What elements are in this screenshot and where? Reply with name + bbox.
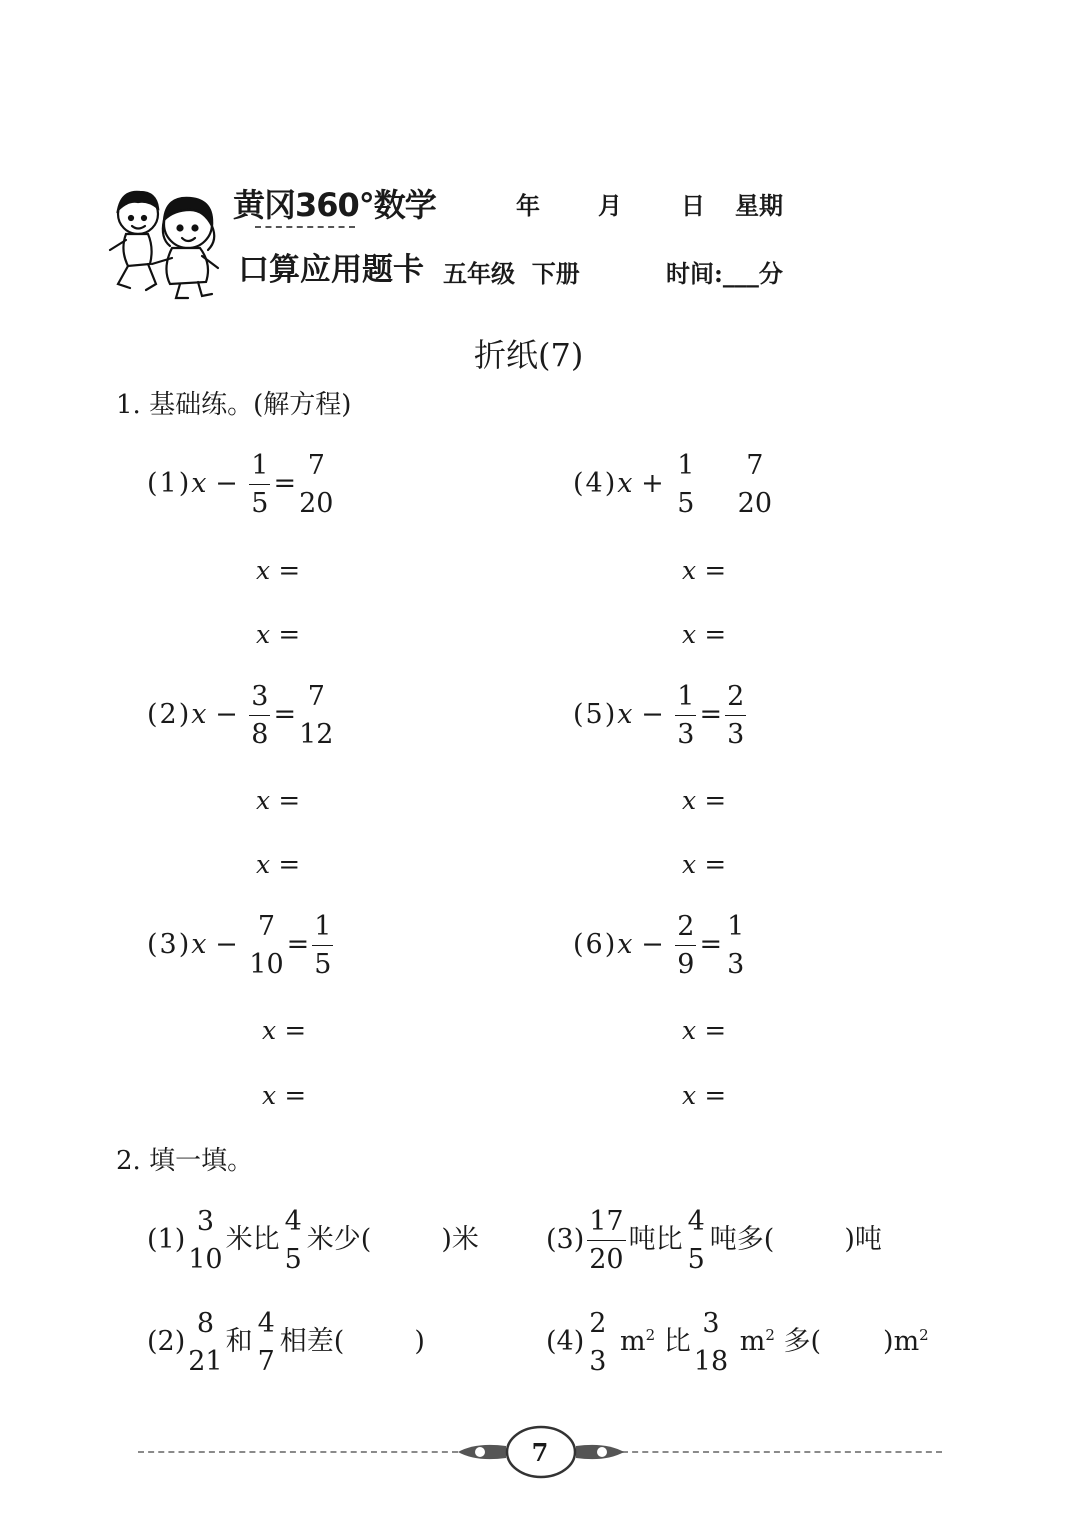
equation-3: (3)x − 7 10 = $\frac{1}{5}$ (147, 911, 332, 980)
answer-5b: x = (682, 850, 727, 880)
section2-heading: 2. 填一填。 (116, 1146, 254, 1176)
date-weekday: 星期 (735, 191, 783, 220)
brand-subtitle: 口算应用题卡 (238, 252, 424, 288)
section1-heading: 1. 基础练。(解方程) (116, 390, 352, 420)
answer-6b: x = (682, 1081, 727, 1111)
answer-6a: x = (682, 1016, 727, 1046)
page-number: 7 (531, 1438, 549, 1467)
answer-2a: x = (256, 786, 301, 816)
equation-5: (5)x − $\frac{1}{3}$ = $\frac{2}{3}$ (573, 681, 745, 750)
fill-question-1: (1) 3 10 米比 4 5 米少( )米 (147, 1206, 479, 1275)
brand-underline (255, 226, 355, 228)
grade-label: 五年级 下册 (443, 259, 580, 288)
fill-question-4: (4) 2 3 $m^2$ 比 3 18 $m^2$ 多( )$m^2$ (546, 1308, 929, 1377)
time-label: 时间:___分 (666, 259, 783, 288)
kids-logo (100, 180, 235, 302)
answer-3a: x = (262, 1016, 307, 1046)
fill-question-3: (3) $\frac{17}{20}$ 吨比 4 5 吨多( )吨 (546, 1206, 882, 1275)
date-year: 年 (516, 191, 540, 220)
footer-dashed-line-left (138, 1451, 458, 1453)
answer-4a: x = (682, 556, 727, 586)
page-title: 折纸(7) (474, 336, 584, 374)
fill-question-2: (2) 8 21 和 4 7 相差( ) (147, 1308, 425, 1377)
date-month: 月 (598, 191, 622, 220)
date-day: 日 (681, 191, 705, 220)
footer-dashed-line-right (622, 1451, 942, 1453)
answer-1b: x = (256, 620, 301, 650)
answer-1a: x = (256, 556, 301, 586)
answer-2b: x = (256, 850, 301, 880)
brand-title: 黄冈360°数学 (233, 186, 436, 224)
equation-6: (6)x − $\frac{2}{9}$ = 1 3 (573, 911, 745, 980)
answer-5a: x = (682, 786, 727, 816)
equation-2: (2)x − $\frac{3}{8}$ = 7 12 (147, 681, 334, 750)
answer-4b: x = (682, 620, 727, 650)
answer-3b: x = (262, 1081, 307, 1111)
equation-4: (4)x + 1 5 7 20 (573, 450, 773, 519)
equation-1: (1)x − $\frac{1}{5}$ = 7 20 (147, 450, 334, 519)
